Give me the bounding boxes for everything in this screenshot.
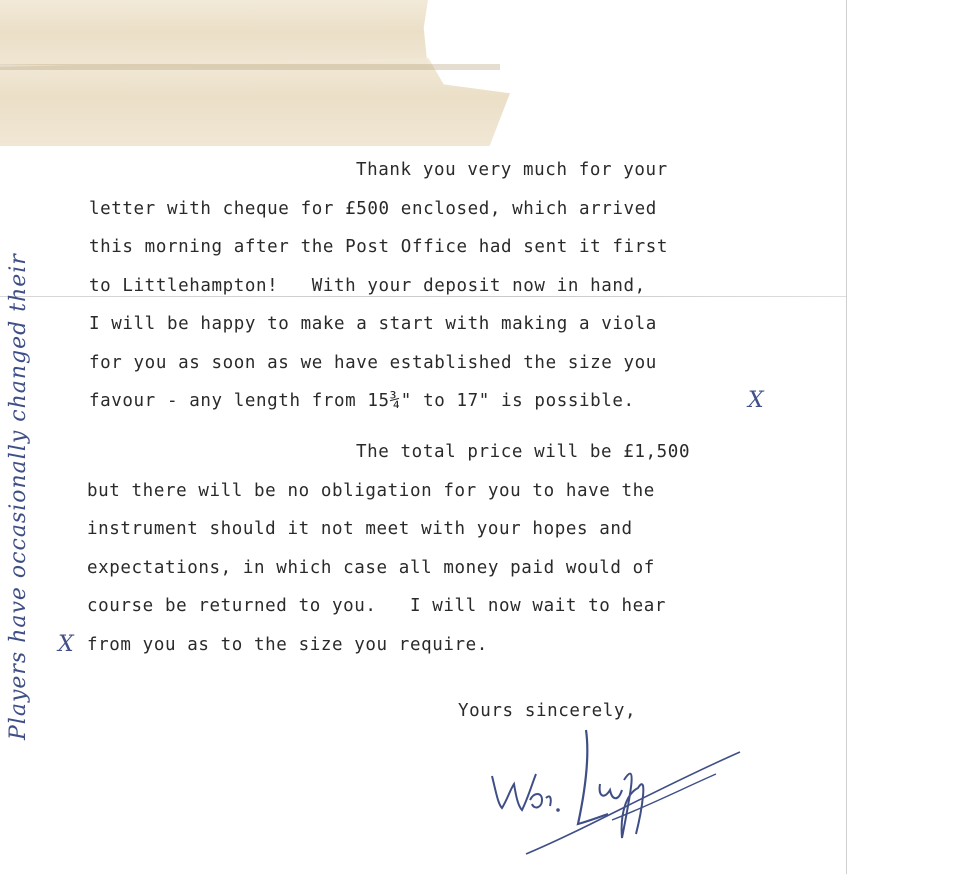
letter-line-11: expectations, in which case all money paid would of	[87, 558, 655, 578]
handwritten-margin-note: Players have occasionally changed their	[6, 253, 31, 740]
fold-line	[0, 296, 846, 297]
closing-text: Yours sincerely,	[458, 701, 637, 721]
letter-line-9: but there will be no obligation for you to have the	[87, 481, 655, 501]
letter-line-5: I will be happy to make a start with making a viola	[89, 314, 657, 334]
letter-line-7: favour - any length from 15¾" to 17" is possible.	[89, 391, 635, 411]
letter-line-12: course be returned to you. I will now wait to hear	[87, 596, 667, 616]
letter-line-1: Thank you very much for your	[356, 160, 668, 180]
letter-line-6: for you as soon as we have established the size you	[89, 353, 657, 373]
letter-line-3: this morning after the Post Office had sent it first	[89, 237, 669, 257]
paper-edge	[846, 0, 847, 874]
tape-shadow	[0, 64, 500, 70]
handwritten-signature	[478, 718, 748, 868]
adhesive-tape-lower	[0, 58, 510, 146]
letter-line-4: to Littlehampton! With your deposit now in hand,	[89, 276, 646, 296]
letter-line-8: The total price will be £1,500	[356, 442, 691, 462]
handwritten-mark-x-1: X	[748, 388, 764, 413]
handwritten-mark-x-2: X	[58, 632, 74, 657]
letter-line-13: from you as to the size you require.	[87, 635, 488, 655]
letter-line-10: instrument should it not meet with your hopes and	[87, 519, 633, 539]
letter-line-2: letter with cheque for £500 enclosed, which arrived	[89, 199, 657, 219]
